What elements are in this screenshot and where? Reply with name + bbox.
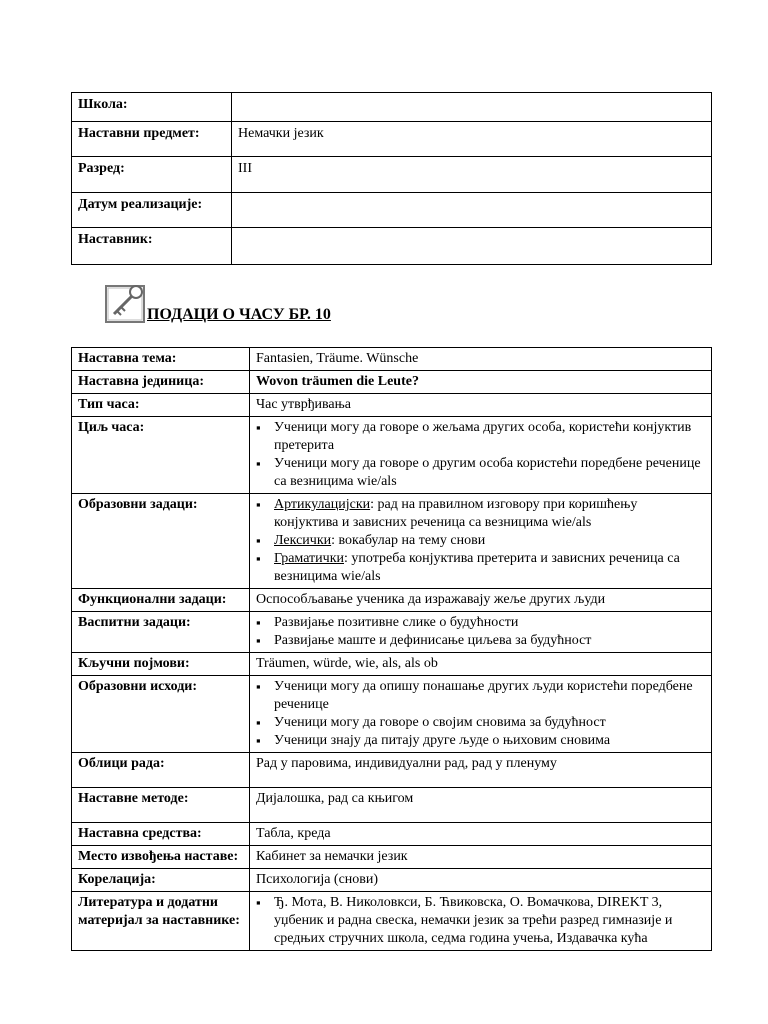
lesson-heading-block <box>104 282 504 326</box>
correlation-label: Корелација: <box>72 869 250 892</box>
aids-value: Табла, креда <box>250 823 712 846</box>
teacher-label: Наставник: <box>72 228 232 265</box>
type-label: Тип часа: <box>72 394 250 417</box>
row-topic <box>72 348 712 371</box>
row-type <box>72 394 712 417</box>
lesson-details-table <box>71 347 712 951</box>
teacher-value <box>232 228 712 265</box>
outcomes-label: Образовни исходи: <box>72 676 250 753</box>
date-label: Датум реализације: <box>72 193 232 228</box>
edu-tasks-value <box>250 494 712 589</box>
row-place <box>72 846 712 869</box>
list-item <box>256 496 705 532</box>
list-item: ▪ Ученици могу да говоре о другим особа користећи поредбене реченице са везницима wie/als <box>256 455 705 491</box>
func-tasks-value: Оспособљавање ученика да изражавају жеље других људи <box>250 589 712 612</box>
outcomes-value <box>250 676 712 753</box>
row-upbring-tasks <box>72 612 712 653</box>
info-row-date <box>72 193 712 228</box>
unit-label: Наставна јединица: <box>72 371 250 394</box>
key-terms-label: Кључни појмови: <box>72 653 250 676</box>
goal-value <box>250 417 712 494</box>
row-goal <box>72 417 712 494</box>
list-item <box>256 532 705 550</box>
key-icon <box>104 282 148 324</box>
methods-value: Дијалошка, рад са књигом <box>250 788 712 823</box>
info-row-grade <box>72 157 712 193</box>
work-forms-label: Облици рада: <box>72 753 250 788</box>
row-methods <box>72 788 712 823</box>
date-value <box>232 193 712 228</box>
methods-label: Наставне методе: <box>72 788 250 823</box>
list-item: ▪ Ученици знају да питају друге људе о њиховим сновима <box>256 732 705 750</box>
row-edu-tasks <box>72 494 712 589</box>
subject-label: Наставни предмет: <box>72 122 232 157</box>
place-label: Место извођења наставе: <box>72 846 250 869</box>
goal-label: Циљ часа: <box>72 417 250 494</box>
school-value <box>232 93 712 122</box>
list-item: ▪ Ученици могу да говоре о својим сновима за будућност <box>256 714 705 732</box>
place-value: Кабинет за немачки језик <box>250 846 712 869</box>
row-aids <box>72 823 712 846</box>
task-text: : вокабулар на тему снови <box>331 533 486 548</box>
edu-tasks-label: Образовни задаци: <box>72 494 250 589</box>
row-func-tasks <box>72 589 712 612</box>
list-item: ▪ Развијање маште и дефинисање циљева за будућност <box>256 632 705 650</box>
subject-value: Немачки језик <box>232 122 712 157</box>
topic-value: Fantasien, Träume. Wünsche <box>250 348 712 371</box>
func-tasks-label: Функционални задаци: <box>72 589 250 612</box>
task-term: Граматички <box>274 551 344 566</box>
row-literature <box>72 892 712 951</box>
row-work-forms <box>72 753 712 788</box>
task-text: : рад на правилном изговору при коришћењу конјуктива и зависних реченица са везницима wie/als <box>274 497 638 530</box>
correlation-value: Психологија (снови) <box>250 869 712 892</box>
list-item: ▪ Ученици могу да опишу понашање других људи користећи поредбене реченице <box>256 678 705 714</box>
topic-label: Наставна тема: <box>72 348 250 371</box>
list-item: ▪ Ђ. Мота, В. Николовкси, Б. Ћвиковска, О. Вомачкова, DIREKT 3, уџбеник и радна свеска, немачки језик за трећи разред гимназије и средњих стручних школа, седма година учења, Издавачка кућа <box>256 894 705 948</box>
info-row-subject <box>72 122 712 157</box>
row-outcomes <box>72 676 712 753</box>
upbring-tasks-label: Васпитни задаци: <box>72 612 250 653</box>
key-terms-value: Träumen, würde, wie, als, als ob <box>250 653 712 676</box>
lesson-heading: ПОДАЦИ О ЧАСУ БР. 10 <box>147 306 331 323</box>
school-label: Школа: <box>72 93 232 122</box>
work-forms-value: Рад у паровима, индивидуални рад, рад у пленуму <box>250 753 712 788</box>
info-row-school <box>72 93 712 122</box>
upbring-tasks-value <box>250 612 712 653</box>
list-item <box>256 550 705 586</box>
task-term: Лексички <box>274 533 332 548</box>
aids-label: Наставна средства: <box>72 823 250 846</box>
literature-value <box>250 892 712 951</box>
literature-label: Литература и додатни материјал за наставнике: <box>72 892 250 951</box>
task-text: : употреба конјуктива претерита и зависних реченица са везницима wie/als <box>274 551 680 584</box>
row-correlation <box>72 869 712 892</box>
grade-label: Разред: <box>72 157 232 193</box>
task-term: Артикулацијски <box>274 497 371 512</box>
type-value: Час утврђивања <box>250 394 712 417</box>
row-unit <box>72 371 712 394</box>
grade-value: III <box>232 157 712 193</box>
row-key-terms <box>72 653 712 676</box>
school-info-table <box>71 92 712 265</box>
list-item: ▪ Развијање позитивне слике о будућности <box>256 614 705 632</box>
list-item: ▪ Ученици могу да говоре о жељама других особа, користећи конјуктив претерита <box>256 419 705 455</box>
unit-value: Wovon träumen die Leute? <box>250 371 712 394</box>
info-row-teacher <box>72 228 712 265</box>
